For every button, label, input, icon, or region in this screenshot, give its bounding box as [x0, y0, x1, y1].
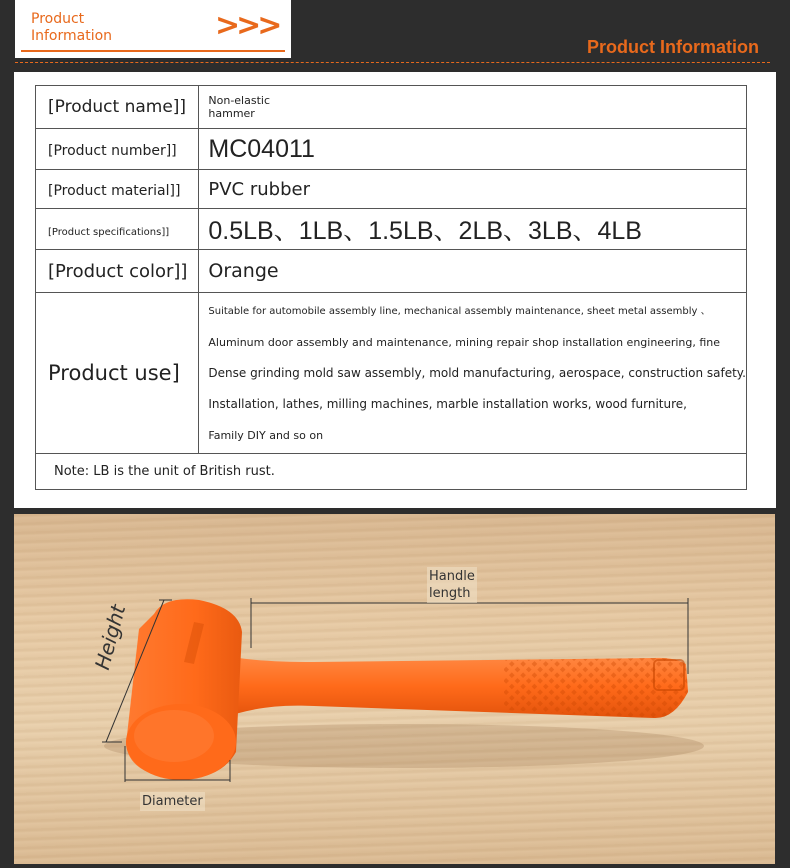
table-row: [36, 454, 747, 490]
spec-key: [Product name]]: [48, 97, 187, 117]
spec-value-cell: [199, 250, 747, 293]
use-line: Installation, lathes, milling machines, marble installation works, wood furniture,: [208, 396, 687, 411]
spec-key: [Product material]]: [48, 182, 181, 199]
spec-key-cell: [36, 293, 199, 454]
spec-value: 0.5LB、1LB、1.5LB、2LB、3LB、4LB: [208, 217, 642, 245]
spec-value: Orange: [208, 260, 279, 282]
diameter-label: Diameter: [142, 794, 203, 809]
spec-value: Non-elastic hammer: [208, 94, 271, 120]
product-photo: [14, 514, 775, 864]
page-title: Product Information: [587, 37, 759, 57]
spec-value-cell: [199, 293, 747, 454]
use-line: Aluminum door assembly and maintenance, mining repair shop installation engineering, fine: [208, 335, 721, 349]
spec-value-cell: [199, 170, 747, 209]
spec-table: [35, 85, 747, 490]
use-line: Dense grinding mold saw assembly, mold manufacturing, aerospace, construction safety.: [208, 365, 746, 380]
spec-value-cell: [199, 209, 747, 250]
spec-panel: [14, 72, 776, 508]
hammer-illustration: [14, 514, 775, 864]
use-line: Family DIY and so on: [208, 428, 324, 442]
spec-key: [Product color]]: [48, 260, 188, 282]
height-label: Height: [90, 602, 131, 673]
spec-key: Product use]: [48, 361, 180, 385]
table-row: [36, 86, 747, 129]
table-row: [36, 209, 747, 250]
header: [0, 0, 790, 72]
spec-value-cell: [199, 129, 747, 170]
spec-key-cell: [36, 129, 199, 170]
note-text: Note: LB is the unit of British rust.: [54, 464, 275, 479]
chevrons-right-icon: >>>: [215, 8, 279, 43]
spec-key-cell: [36, 250, 199, 293]
spec-value: MC04011: [208, 134, 315, 163]
header-badge-label: Product Information: [31, 11, 113, 44]
note-cell: [36, 454, 747, 490]
spec-key-cell: [36, 209, 199, 250]
header-divider: [15, 62, 770, 63]
use-line: Suitable for automobile assembly line, mechanical assembly maintenance, sheet metal assembly 、: [208, 305, 711, 317]
table-row: [36, 250, 747, 293]
spec-key: [Product specifications]]: [48, 226, 170, 238]
spec-key-cell: [36, 86, 199, 129]
spec-key: [Product number]]: [48, 142, 177, 159]
table-row: [36, 170, 747, 209]
header-badge: [15, 0, 291, 58]
spec-value: PVC rubber: [208, 178, 310, 200]
spec-value-cell: [199, 86, 747, 129]
header-badge-underline: [21, 50, 285, 52]
hammer-face-highlight: [134, 710, 214, 762]
hammer-grip: [504, 658, 688, 718]
handle-length-label: Handle length: [429, 569, 475, 601]
spec-key-cell: [36, 170, 199, 209]
table-row: [36, 129, 747, 170]
table-row: [36, 293, 747, 454]
